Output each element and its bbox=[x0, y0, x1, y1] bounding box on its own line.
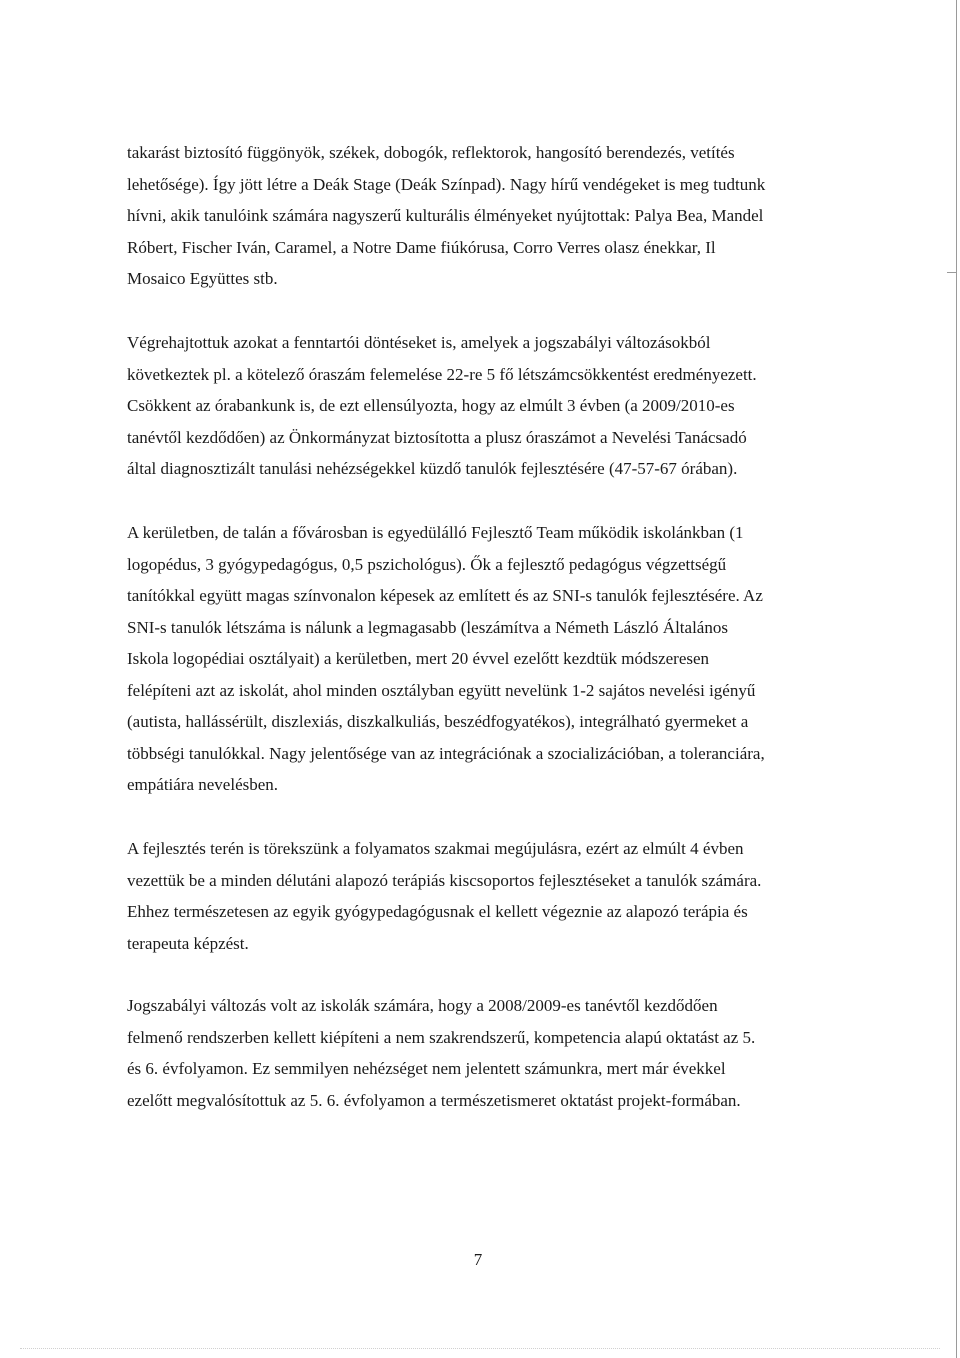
text-line: logopédus, 3 gyógypedagógus, 0,5 pszichológus). Ők a fejlesztő pedagógus végzettségű bbox=[127, 554, 727, 574]
text-line: tanévtől kezdődően) az Önkormányzat biztosította a plusz óraszámot a Nevelési Tanácsadó bbox=[127, 427, 747, 447]
scan-edge-line bbox=[956, 0, 957, 1358]
page-number: 7 bbox=[473, 1250, 483, 1269]
text-line: Jogszabályi változás volt az iskolák számára, hogy a 2008/2009-es tanévtől kezdődően bbox=[127, 996, 718, 1015]
text-line: által diagnosztizált tanulási nehézségekkel küzdő tanulók fejlesztésére (47-57-67 órában). bbox=[127, 459, 738, 478]
text-line: Csökkent az órabankunk is, de ezt ellensúlyozta, hogy az elmúlt 3 évben (a 2009/2010-es bbox=[127, 396, 735, 415]
text-line: Iskola logopédiai osztályait) a kerületben, mert 20 évvel ezelőtt kezdtük módszeresen bbox=[127, 649, 710, 668]
text-line: felépíteni azt az iskolát, ahol minden osztályban együtt nevelünk 1-2 sajátos nevelési igényű bbox=[127, 680, 756, 700]
text-line: következtek pl. a kötelező óraszám felemelése 22-re 5 fő létszámcsökkentést eredményezett. bbox=[127, 364, 757, 384]
text-line: (autista, hallássérült, diszlexiás, diszkalkuliás, beszédfogyatékos), integrálható gyermeket a bbox=[127, 712, 749, 731]
paragraph-1 bbox=[127, 137, 827, 295]
paragraph-2 bbox=[127, 327, 827, 485]
text-line: többségi tanulókkal. Nagy jelentősége van az integrációnak a szocializációban, a toleranciára, bbox=[127, 743, 765, 763]
paragraph-5 bbox=[127, 990, 827, 1116]
text-line: Ehhez természetesen az egyik gyógypedagógusnak el kellett végeznie az alapozó terápia és bbox=[127, 902, 748, 921]
text-line: Mosaico Együttes stb. bbox=[127, 269, 278, 288]
text-line: empátiára nevelésben. bbox=[127, 775, 279, 794]
text-line: lehetősége). Így jött létre a Deák Stage (Deák Színpad). Nagy hírű vendégeket is meg tudtunk bbox=[127, 174, 766, 194]
text-line: A fejlesztés terén is törekszünk a folyamatos szakmai megújulásra, ezért az elmúlt 4 évben bbox=[127, 839, 744, 858]
paragraph-3 bbox=[127, 517, 827, 801]
text-line: A kerületben, de talán a fővárosban is egyedülálló Fejlesztő Team működik iskolánkban (1 bbox=[127, 523, 744, 542]
text-line: takarást biztosító függönyök, székek, dobogók, reflektorok, hangosító berendezés, vetítés bbox=[127, 143, 735, 162]
text-line: ezelőtt megvalósítottuk az 5. 6. évfolyamon a természetismeret oktatást projekt-formában. bbox=[127, 1090, 741, 1110]
text-line: tanítókkal együtt magas színvonalon képesek az említett és az SNI-s tanulók fejlesztésére. Az bbox=[127, 586, 763, 605]
text-line: Végrehajtottuk azokat a fenntartói döntéseket is, amelyek a jogszabályi változásokból bbox=[127, 333, 711, 352]
scan-noise bbox=[20, 1348, 940, 1350]
paragraph-4 bbox=[127, 833, 827, 959]
text-line: hívni, akik tanulóink számára nagyszerű kulturális élményeket nyújtottak: Palya Bea, Mandel bbox=[127, 206, 764, 225]
text-line: Róbert, Fischer Iván, Caramel, a Notre Dame fiúkórusa, Corro Verres olasz énekkar, Il bbox=[127, 237, 716, 257]
scan-edge-tick bbox=[947, 272, 957, 273]
text-line: vezettük be a minden délutáni alapozó terápiás kiscsoportos fejlesztéseket a tanulók számára. bbox=[127, 870, 762, 890]
text-line: és 6. évfolyamon. Ez semmilyen nehézséget nem jelentett számunkra, mert már évekkel bbox=[127, 1059, 726, 1078]
text-line: felmenő rendszerben kellett kiépíteni a nem szakrendszerű, kompetencia alapú oktatást az 5. bbox=[127, 1027, 756, 1047]
text-line: SNI-s tanulók létszáma is nálunk a legmagasabb (leszámítva a Németh László Általános bbox=[127, 617, 728, 637]
text-line: terapeuta képzést. bbox=[127, 933, 249, 953]
